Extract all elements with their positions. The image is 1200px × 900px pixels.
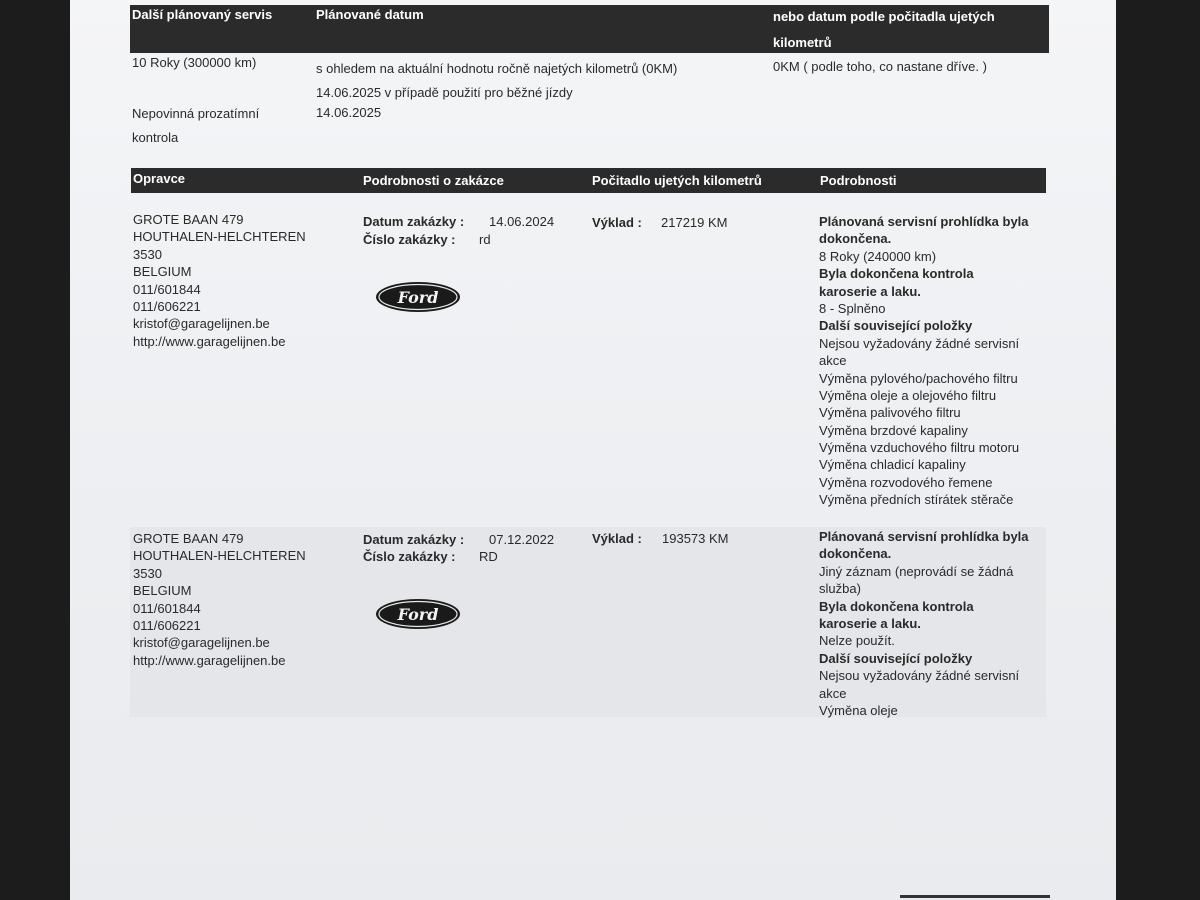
optional-check-line: kontrola xyxy=(132,130,179,145)
detail-line: služba) xyxy=(819,581,861,597)
address-line: 011/601844 xyxy=(133,281,201,297)
order-number-value: RD xyxy=(479,549,498,564)
order-date-label: Datum zakázky : xyxy=(363,214,465,229)
optional-check-line: Nepovinná prozatímní xyxy=(132,106,260,121)
next-service-interval: 10 Roky (300000 km) xyxy=(132,55,257,70)
odometer-label: Výklad : xyxy=(592,531,642,546)
address-line: 011/606221 xyxy=(133,617,201,633)
address-line: 011/606221 xyxy=(133,298,201,314)
detail-line: 8 - Splněno xyxy=(819,300,886,316)
address-line: BELGIUM xyxy=(133,583,192,599)
detail-line: Plánovaná servisní prohlídka byla xyxy=(819,214,1029,229)
odometer-value: 193573 KM xyxy=(662,531,729,546)
address-line: GROTE BAAN 479 xyxy=(133,531,244,546)
order-date-label: Datum zakázky : xyxy=(363,532,465,547)
detail-line: karoserie a laku. xyxy=(819,283,921,299)
odometer-condition: 0KM ( podle toho, co nastane dříve. ) xyxy=(773,59,987,74)
detail-line: Výměna rozvodového řemene xyxy=(819,474,993,490)
service-details xyxy=(819,213,1029,509)
header-odometer-date: nebo datum podle počitadla ujetých xyxy=(773,9,995,24)
detail-line: Výměna pylového/pachového filtru xyxy=(819,370,1018,386)
detail-line: Plánovaná servisní prohlídka byla xyxy=(819,529,1029,544)
detail-line: 8 Roky (240000 km) xyxy=(819,248,937,264)
detail-line: Byla dokončena kontrola xyxy=(819,598,974,614)
detail-line: Výměna brzdové kapaliny xyxy=(819,422,968,438)
detail-line: Další související položky xyxy=(819,650,973,666)
detail-line: Jiný záznam (neprovádí se žádná xyxy=(819,563,1014,579)
detail-line: Další související položky xyxy=(819,318,973,334)
ford-logo xyxy=(375,281,461,313)
address-line: kristof@garagelijnen.be xyxy=(133,316,270,332)
ford-logo xyxy=(375,598,461,630)
address-line: 3530 xyxy=(133,565,162,581)
detail-line: dokončena. xyxy=(819,231,892,247)
header-order-details: Podrobnosti o zakázce xyxy=(363,173,504,188)
address-line: HOUTHALEN-HELCHTEREN xyxy=(133,548,306,564)
detail-line: Nelze použít. xyxy=(819,633,895,649)
address-line: 3530 xyxy=(133,246,162,262)
detail-line: akce xyxy=(819,685,847,701)
detail-line: Výměna oleje xyxy=(819,702,898,718)
odometer-label: Výklad : xyxy=(592,215,642,230)
header-odometer-date-2: kilometrů xyxy=(773,35,832,50)
service-history-header xyxy=(131,168,1046,193)
detail-line: karoserie a laku. xyxy=(819,615,921,631)
header-next-service: Další plánovaný servis xyxy=(132,7,273,22)
order-number-value: rd xyxy=(479,232,491,247)
header-planned-date: Plánované datum xyxy=(316,7,424,22)
planned-date-line: s ohledem na aktuální hodnotu ročně najetých kilometrů (0KM) xyxy=(316,61,678,76)
next-service-header xyxy=(130,5,1049,53)
header-odometer: Počitadlo ujetých kilometrů xyxy=(592,173,762,188)
planned-date-text xyxy=(316,57,677,105)
address-line: HOUTHALEN-HELCHTEREN xyxy=(133,229,306,245)
service-details xyxy=(819,528,1029,719)
address-line: 011/601844 xyxy=(133,600,201,616)
detail-line: Nejsou vyžadovány žádné servisní xyxy=(819,668,1020,684)
repairer-address xyxy=(133,530,306,669)
page-edge-rule xyxy=(900,895,1050,898)
detail-line: akce xyxy=(819,353,847,369)
detail-line: Výměna vzduchového filtru motoru xyxy=(819,440,1020,456)
repairer-address xyxy=(133,211,306,350)
detail-line: Výměna oleje a olejového filtru xyxy=(819,387,997,403)
ford-logo-text: Ford xyxy=(397,605,439,624)
address-line: kristof@garagelijnen.be xyxy=(133,635,270,651)
order-number-label: Číslo zakázky : xyxy=(363,549,456,564)
address-line: http://www.garagelijnen.be xyxy=(133,652,286,668)
order-date-value: 14.06.2024 xyxy=(489,214,555,229)
detail-line: Výměna předních stírátek stěrače xyxy=(819,492,1014,508)
address-line: GROTE BAAN 479 xyxy=(133,212,244,227)
detail-line: Nejsou vyžadovány žádné servisní xyxy=(819,335,1020,351)
address-line: http://www.garagelijnen.be xyxy=(133,333,286,349)
detail-line: dokončena. xyxy=(819,546,892,562)
order-number-label: Číslo zakázky : xyxy=(363,232,456,247)
detail-line: Výměna chladicí kapaliny xyxy=(819,457,966,473)
header-repairer: Opravce xyxy=(133,171,186,186)
document-page xyxy=(70,0,1116,900)
address-line: BELGIUM xyxy=(133,264,192,280)
detail-line: Výměna palivového filtru xyxy=(819,405,961,421)
planned-date-line: 14.06.2025 v případě použití pro běžné jízdy xyxy=(316,85,573,100)
optional-check-date: 14.06.2025 xyxy=(316,105,382,120)
odometer-value: 217219 KM xyxy=(661,215,728,230)
ford-logo-text: Ford xyxy=(397,288,439,307)
order-date-value: 07.12.2022 xyxy=(489,532,555,547)
optional-check-label xyxy=(132,102,259,150)
header-details: Podrobnosti xyxy=(820,173,897,188)
detail-line: Byla dokončena kontrola xyxy=(819,266,974,282)
